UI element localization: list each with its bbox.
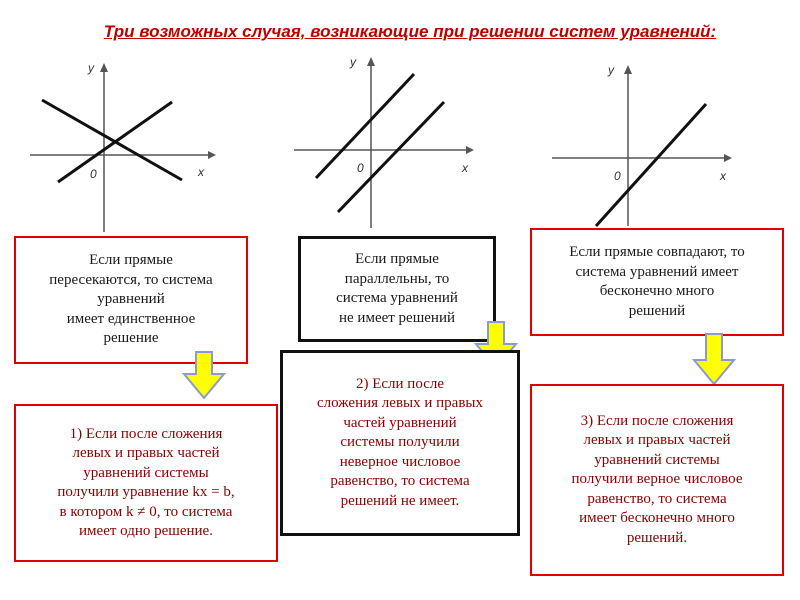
axes-2 [294, 55, 474, 228]
case-3-condition-text: Если прямые совпадают, то система уравнений имеет бесконечно много решений [569, 244, 745, 319]
x-label-2: x [462, 161, 468, 175]
case-3-result-box [530, 384, 784, 576]
y-label-1: y [88, 61, 94, 75]
case-3-result-text: 3) Если после сложения левых и правых частей уравнений системы получили верное числовое равенство, то система имеет бесконечно много решений. [571, 412, 743, 546]
arrow-down-icon [182, 352, 226, 400]
x-axis-arrow-2 [466, 146, 474, 154]
line-2a [316, 74, 414, 178]
case-1-condition-text: Если прямые пересекаются, то система уравнений имеет единственное решение [49, 252, 213, 347]
origin-label-1: 0 [90, 167, 97, 181]
line-1a [42, 100, 182, 180]
x-axis-arrow-1 [208, 151, 216, 159]
y-label-3: y [608, 63, 614, 77]
y-axis-arrow-3 [624, 65, 632, 74]
arrow-down-icon [692, 334, 736, 386]
case-2-result-box [280, 350, 520, 536]
case-2-condition-box [298, 236, 496, 342]
case-3-condition-box [530, 228, 784, 336]
case-1-result-text: 1) Если после сложения левых и правых частей уравнений системы получили уравнение kx = b, в котором k ≠ 0, то система имеет одно решение. [57, 425, 235, 539]
axes-3 [552, 63, 732, 226]
y-axis-arrow-1 [100, 63, 108, 72]
line-3 [596, 104, 706, 226]
origin-label-3: 0 [614, 169, 621, 183]
line-1b [58, 102, 172, 182]
case-1-condition-box [14, 236, 248, 364]
case-2-condition-text: Если прямые параллельны, то система уравнений не имеет решений [336, 251, 458, 326]
x-label-3: x [720, 169, 726, 183]
y-axis-arrow-2 [367, 57, 375, 66]
x-axis-arrow-3 [724, 154, 732, 162]
y-label-2: y [350, 55, 356, 69]
origin-label-2: 0 [357, 161, 364, 175]
x-label-1: x [198, 165, 204, 179]
page-title: Три возможных случая, возникающие при решении систем уравнений: [103, 22, 717, 41]
case-2-result-text: 2) Если после сложения левых и правых частей уравнений системы получили неверное числовое равенство, то система решений не имеет. [317, 375, 483, 509]
case-1-result-box [14, 404, 278, 562]
line-2b [338, 102, 444, 212]
